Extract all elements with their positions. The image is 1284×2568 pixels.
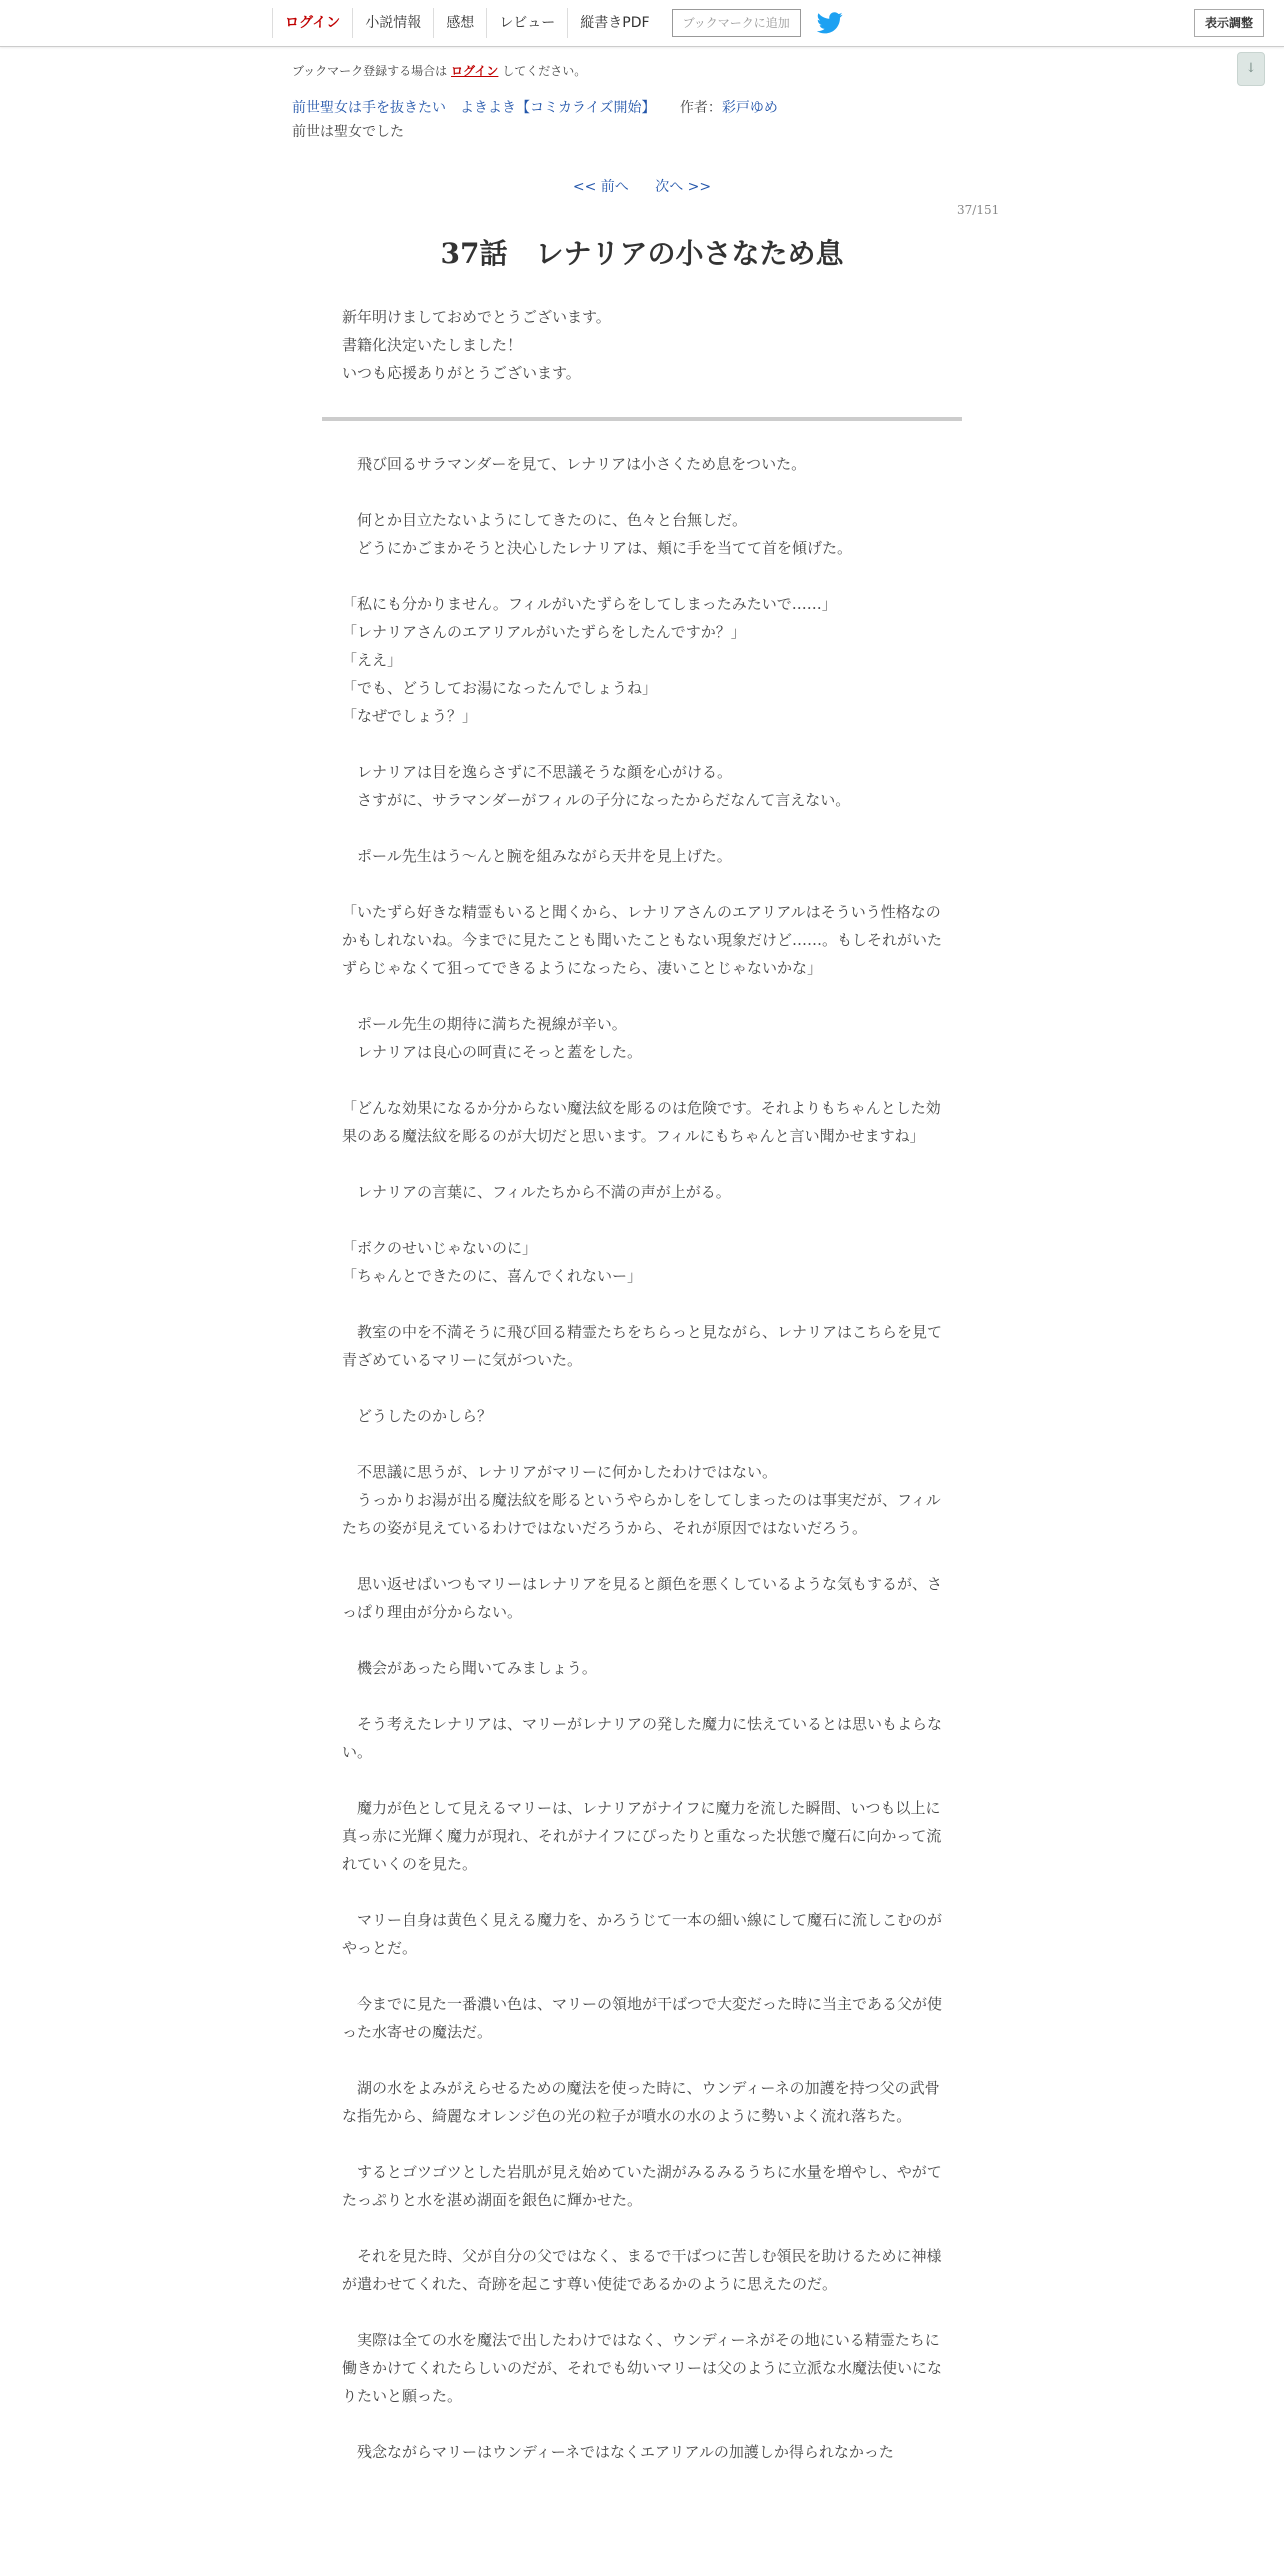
next-chapter-link[interactable]: 次へ >> bbox=[655, 179, 712, 195]
notice-suffix: してください。 bbox=[502, 64, 587, 78]
body-paragraph: 何とか目立たないようにしてきたのに、色々と台無しだ。 bbox=[342, 511, 748, 529]
body-paragraph: どうしたのかしら？ bbox=[342, 1407, 493, 1425]
blank-line bbox=[342, 1766, 942, 1794]
blank-line bbox=[342, 1290, 942, 1318]
prev-chapter-link[interactable]: << 前へ bbox=[572, 179, 629, 195]
chapter-title: 37話 レナリアの小さなため息 bbox=[440, 237, 844, 270]
author-label: 作者： bbox=[679, 100, 722, 116]
blank-line bbox=[342, 1430, 942, 1458]
body-paragraph: 飛び回るサラマンダーを見て、レナリアは小さくため息をついた。 bbox=[342, 455, 807, 473]
body-paragraph: 機会があったら聞いてみましょう。 bbox=[342, 1659, 597, 1677]
nav-impressions[interactable]: 感想 bbox=[433, 8, 486, 38]
blank-line bbox=[342, 2410, 942, 2438]
blank-line bbox=[342, 562, 942, 590]
blank-line bbox=[342, 814, 942, 842]
bookmark-add-button[interactable]: ブックマークに追加 bbox=[672, 9, 801, 37]
body-paragraph: さすがに、サラマンダーがフィルの子分になったからだなんて言えない。 bbox=[342, 791, 851, 809]
blank-line bbox=[342, 1878, 942, 1906]
blank-line bbox=[342, 478, 942, 506]
body-paragraph: 湖の水をよみがえらせるための魔法を使った時に、ウンディーネの加護を持つ父の武骨な指先から、綺麗なオレンジ色の光の粒子が噴水の水のように勢いよく流れ落ちた。 bbox=[342, 2079, 940, 2125]
main-nav bbox=[272, 0, 843, 46]
body-paragraph: それを見た時、父が自分の父ではなく、まるで干ばつに苦しむ領民を助けるために神様が遣わせてくれた、奇跡を起こす尊い使徒であるかのように思えたのだ。 bbox=[342, 2247, 942, 2293]
chapter-section-title: 前世は聖女でした bbox=[292, 124, 404, 140]
blank-line bbox=[342, 1066, 942, 1094]
notice-login-link[interactable]: ログイン bbox=[451, 64, 499, 78]
body-paragraph: 「私にも分かりません。フィルがいたずらをしてしまったみたいで……」 bbox=[342, 595, 837, 613]
series-title-link[interactable]: 前世聖女は手を抜きたい よきよき【コミカライズ開始】 bbox=[292, 100, 656, 116]
blank-line bbox=[342, 1626, 942, 1654]
body-paragraph: 「いたずら好きな精霊もいると聞くから、レナリアさんのエアリアルはそういう性格なのかもしれないね。今までに見たことも聞いたこともない現象だけど……。もしそれがいたずらじゃなくて狙ってできるようになったら、凄いことじゃないかな」 bbox=[342, 903, 943, 977]
blank-line bbox=[342, 2046, 942, 2074]
blank-line bbox=[342, 2214, 942, 2242]
blank-line bbox=[342, 2130, 942, 2158]
body-paragraph: 「どんな効果になるか分からない魔法紋を彫るのは危険です。それよりもちゃんとした効果のある魔法紋を彫るのが大切だと思います。フィルにもちゃんと言い聞かせますね」 bbox=[342, 1099, 941, 1145]
blank-line bbox=[342, 870, 942, 898]
preface-divider bbox=[322, 417, 962, 421]
body-paragraph: そう考えたレナリアは、マリーがレナリアの発した魔力に怯えているとは思いもよらない。 bbox=[342, 1715, 943, 1761]
body-paragraph: 「ボクのせいじゃないのに」 bbox=[342, 1239, 538, 1257]
chapter-counter: 37/151 bbox=[957, 203, 1000, 217]
body-paragraph: 「レナリアさんのエアリアルがいたずらをしたんですか？」 bbox=[342, 623, 746, 641]
body-paragraph: 魔力が色として見えるマリーは、レナリアがナイフに魔力を流した瞬間、いつも以上に真っ赤に光輝く魔力が現れ、それがナイフにぴったりと重なった状態で魔石に向かって流れていくのを見た。 bbox=[342, 1799, 942, 1873]
blank-line bbox=[342, 1542, 942, 1570]
nav-login[interactable]: ログイン bbox=[272, 8, 352, 38]
body-paragraph: 思い返せばいつもマリーはレナリアを見ると顔色を悪くしているような気もするが、さっぱり理由が分からない。 bbox=[342, 1575, 943, 1621]
chapter-pager bbox=[0, 176, 1284, 196]
top-navbar bbox=[0, 0, 1284, 47]
nav-vertical-pdf[interactable]: 縦書きPDF bbox=[567, 8, 661, 38]
body-paragraph: 不思議に思うが、レナリアがマリーに何かしたわけではない。 bbox=[342, 1463, 778, 1481]
body-paragraph: するとゴツゴツとした岩肌が見え始めていた湖がみるみるうちに水量を増やし、やがてたっぷりと水を湛め湖面を銀色に輝かせた。 bbox=[342, 2163, 942, 2209]
bookmark-login-notice bbox=[292, 62, 586, 79]
body-paragraph: ポール先生はう～んと腕を組みながら天井を見上げた。 bbox=[342, 847, 732, 865]
scroll-down-arrow-icon[interactable]: ↓ bbox=[1237, 52, 1265, 86]
notice-prefix: ブックマーク登録する場合は bbox=[292, 64, 448, 78]
blank-line bbox=[342, 2298, 942, 2326]
body-paragraph: 残念ながらマリーはウンディーネではなくエアリアルの加護しか得られなかった bbox=[342, 2443, 894, 2461]
body-paragraph: レナリアは目を逸らさずに不思議そうな顔を心がける。 bbox=[342, 763, 733, 781]
preface-line: 新年明けましておめでとうございます。 bbox=[342, 308, 611, 326]
preface-line: いつも応援ありがとうございます。 bbox=[342, 364, 581, 382]
blank-line bbox=[342, 1206, 942, 1234]
blank-line bbox=[342, 982, 942, 1010]
body-paragraph: 今までに見た一番濃い色は、マリーの領地が干ばつで大変だった時に当主である父が使った水寄せの魔法だ。 bbox=[342, 1995, 943, 2041]
body-paragraph: 「ええ」 bbox=[342, 651, 403, 669]
display-settings-button[interactable]: 表示調整 bbox=[1194, 9, 1264, 37]
blank-line bbox=[342, 1682, 942, 1710]
body-paragraph: 「ちゃんとできたのに、喜んでくれないー」 bbox=[342, 1267, 643, 1285]
preface-line: 書籍化決定いたしました！ bbox=[342, 336, 523, 354]
blank-line bbox=[342, 1374, 942, 1402]
twitter-bird-icon[interactable] bbox=[817, 12, 843, 34]
body-paragraph: レナリアの言葉に、フィルたちから不満の声が上がる。 bbox=[342, 1183, 731, 1201]
nav-novel-info[interactable]: 小説情報 bbox=[352, 8, 433, 38]
preface bbox=[342, 303, 611, 387]
body-paragraph: レナリアは良心の呵責にそっと蓋をした。 bbox=[342, 1043, 643, 1061]
series-info bbox=[292, 97, 778, 117]
body-paragraph: どうにかごまかそうと決心したレナリアは、頬に手を当てて首を傾げた。 bbox=[342, 539, 853, 557]
author-link[interactable]: 彩戸ゆめ bbox=[721, 100, 778, 116]
chapter-body bbox=[342, 450, 942, 2466]
body-paragraph: 教室の中を不満そうに飛び回る精霊たちをちらっと見ながら、レナリアはこちらを見て青ざめているマリーに気がついた。 bbox=[342, 1323, 943, 1369]
nav-review[interactable]: レビュー bbox=[486, 8, 567, 38]
body-paragraph: 「なぜでしょう？」 bbox=[342, 707, 478, 725]
body-paragraph: 実際は全ての水を魔法で出したわけではなく、ウンディーネがその地にいる精霊たちに働きかけてくれたらしいのだが、それでも幼いマリーは父のように立派な水魔法使いになりたいと願った。 bbox=[342, 2331, 943, 2405]
body-paragraph: 「でも、どうしてお湯になったんでしょうね」 bbox=[342, 679, 658, 697]
body-paragraph: うっかりお湯が出る魔法紋を彫るというやらかしをしてしまったのは事実だが、フィルたちの姿が見えているわけではないだろうから、それが原因ではないだろう。 bbox=[342, 1491, 941, 1537]
blank-line bbox=[342, 1150, 942, 1178]
blank-line bbox=[342, 1962, 942, 1990]
body-paragraph: ポール先生の期待に満ちた視線が辛い。 bbox=[342, 1015, 627, 1033]
body-paragraph: マリー自身は黄色く見える魔力を、かろうじて一本の細い線にして魔石に流しこむのがやっとだ。 bbox=[342, 1911, 943, 1957]
blank-line bbox=[342, 730, 942, 758]
